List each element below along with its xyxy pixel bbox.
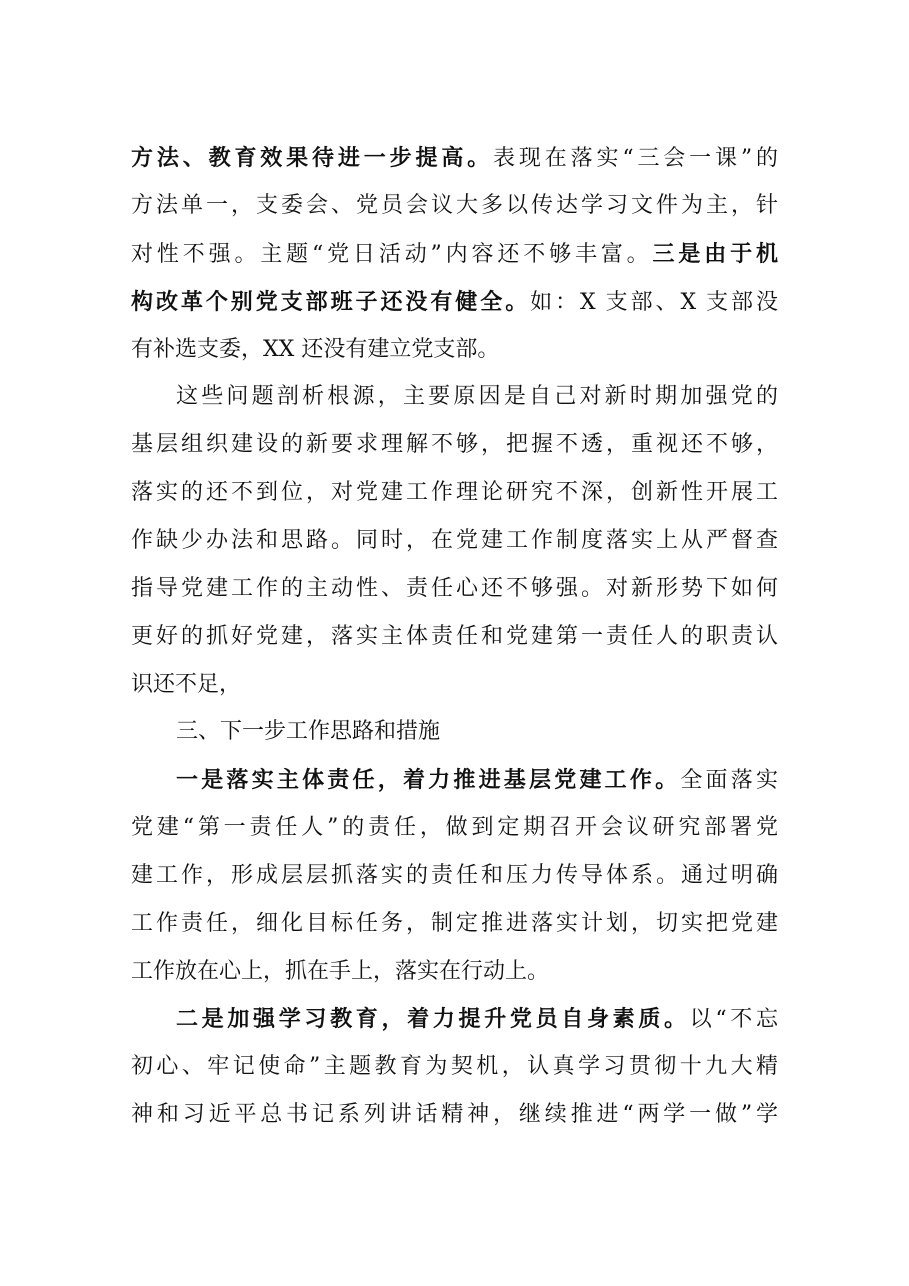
bold-phrase: 三是由于机 bbox=[652, 241, 778, 267]
bold-phrase: 方法、教育效果待进一步提高。 bbox=[131, 145, 494, 171]
section-heading: 三、下一步工作思路和措施 bbox=[176, 719, 441, 744]
paragraph-1-line-1 bbox=[131, 143, 778, 174]
body-text: 以“不忘 bbox=[689, 1007, 778, 1032]
paragraph-1-line-4 bbox=[131, 287, 778, 318]
bold-phrase: 一是落实主体责任，着力推进基层党建工作。 bbox=[176, 767, 681, 793]
paragraph-4-line-2: 初心、牢记使命”主题教育为契机，认真学习贯彻十九大精 bbox=[131, 1054, 778, 1079]
paragraph-1-line-3 bbox=[131, 239, 778, 270]
paragraph-2-line-3: 落实的还不到位，对党建工作理论研究不深，创新性开展工 bbox=[131, 480, 778, 505]
paragraph-3-line-5: 工作放在心上，抓在手上，落实在行动上。 bbox=[131, 959, 550, 984]
paragraph-1-line-5: 有补选支委，XX 还没有建立党支部。 bbox=[131, 337, 500, 362]
paragraph-2-line-5: 指导党建工作的主动性、责任心还不够强。对新形势下如何 bbox=[131, 576, 778, 601]
paragraph-3-line-1 bbox=[176, 765, 778, 796]
paragraph-4-line-3: 神和习近平总书记系列讲话精神，继续推进“两学一做”学 bbox=[131, 1102, 778, 1127]
paragraph-2-line-2: 基层组织建设的新要求理解不够，把握不透，重视还不够， bbox=[131, 432, 778, 457]
paragraph-2-line-7: 识还不足， bbox=[131, 672, 242, 697]
body-text: 全面落实 bbox=[680, 768, 778, 793]
body-text: 对性不强。主题“党日活动”内容还不够丰富。 bbox=[131, 242, 653, 267]
paragraph-2-line-6: 更好的抓好党建，落实主体责任和党建第一责任人的职责认 bbox=[131, 624, 778, 649]
body-text: 表现在落实“三会一课”的 bbox=[493, 146, 778, 171]
paragraph-4-line-1 bbox=[176, 1004, 778, 1035]
paragraph-3-line-2: 党建“第一责任人”的责任，做到定期召开会议研究部署党 bbox=[131, 815, 778, 840]
bold-phrase: 二是加强学习教育，着力提升党员自身素质。 bbox=[176, 1006, 690, 1032]
paragraph-2-line-4: 作缺少办法和思路。同时，在党建工作制度落实上从严督查 bbox=[131, 528, 778, 553]
body-text: 如：X 支部、X 支部没 bbox=[530, 290, 778, 315]
paragraph-2-line-1: 这些问题剖析根源，主要原因是自己对新时期加强党的 bbox=[176, 384, 778, 409]
bold-phrase: 构改革个别党支部班子还没有健全。 bbox=[131, 289, 531, 315]
paragraph-3-line-3: 建工作，形成层层抓落实的责任和压力传导体系。通过明确 bbox=[131, 863, 778, 888]
paragraph-1-line-2: 方法单一，支委会、党员会议大多以传达学习文件为主，针 bbox=[131, 193, 778, 218]
paragraph-3-line-4: 工作责任，细化目标任务，制定推进落实计划，切实把党建 bbox=[131, 911, 778, 936]
